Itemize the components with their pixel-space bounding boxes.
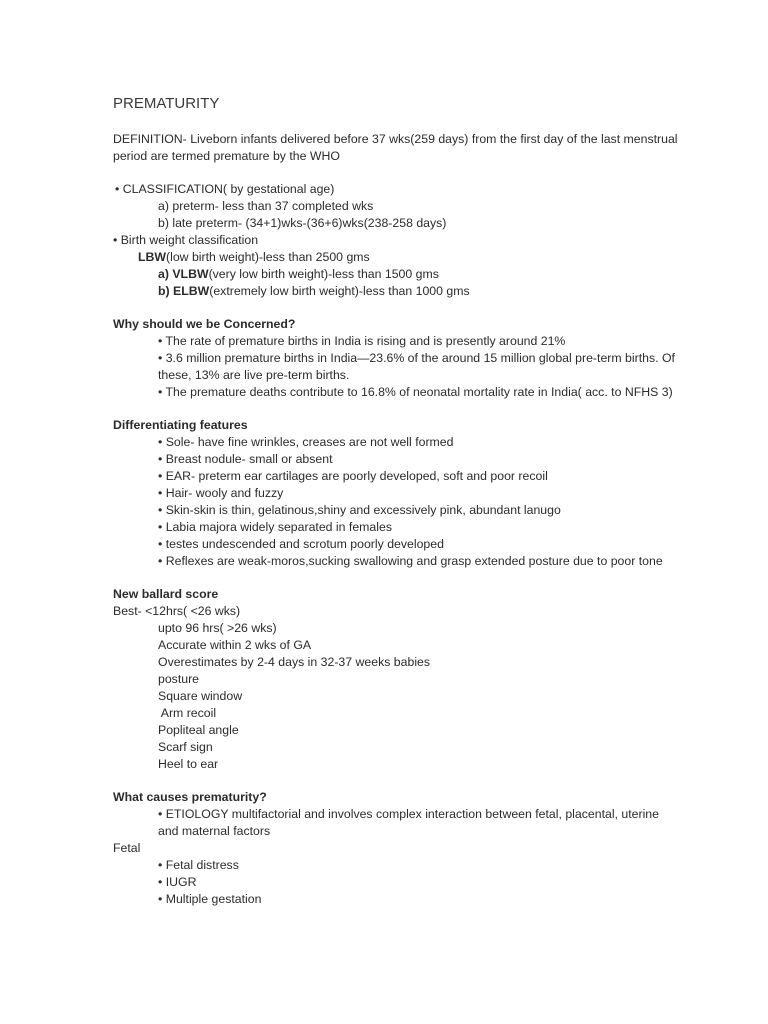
- elbw-term: b) ELBW: [158, 284, 210, 298]
- classification-heading: • CLASSIFICATION( by gestational age): [115, 182, 335, 196]
- list-item: Accurate within 2 wks of GA: [158, 638, 312, 652]
- list-item: a) preterm- less than 37 completed wks: [158, 199, 374, 213]
- list-item: • testes undescended and scrotum poorly developed: [158, 537, 444, 551]
- list-item: • 3.6 million premature births in India—23.6% of the around 15 million global pre-term births. Of these, 13% are live pre-term births.: [158, 351, 675, 382]
- etiology-text: • ETIOLOGY multifactorial and involves complex interaction between fetal, placental, uterine and maternal factors: [158, 807, 659, 838]
- list-item: upto 96 hrs( >26 wks): [158, 621, 277, 635]
- definition-text: DEFINITION- Liveborn infants delivered before 37 wks(259 days) from the first day of the last menstrual period are termed premature by the WHO: [113, 132, 678, 163]
- lbw-desc: (low birth weight)-less than 2500 gms: [166, 250, 370, 264]
- list-item: • IUGR: [158, 875, 197, 889]
- section-heading-causes: What causes prematurity?: [113, 790, 267, 804]
- list-item: • Skin-skin is thin, gelatinous,shiny and excessively pink, abundant lanugo: [158, 503, 561, 517]
- section-heading-concerned: Why should we be Concerned?: [113, 317, 296, 331]
- elbw-line: [113, 283, 693, 300]
- list-item: • Fetal distress: [158, 858, 239, 872]
- document-page: [113, 94, 693, 908]
- list-item: Scarf sign: [158, 740, 213, 754]
- list-item: Overestimates by 2-4 days in 32-37 weeks babies: [158, 655, 431, 669]
- list-item: • Hair- wooly and fuzzy: [158, 486, 284, 500]
- section-heading-ballard: New ballard score: [113, 587, 219, 601]
- list-item: b) late preterm- (34+1)wks-(36+6)wks(238-258 days): [158, 216, 447, 230]
- list-item: • Sole- have fine wrinkles, creases are not well formed: [158, 435, 454, 449]
- list-item: • Labia majora widely separated in females: [158, 520, 392, 534]
- list-item: • Multiple gestation: [158, 892, 262, 906]
- list-item: Heel to ear: [158, 757, 219, 771]
- section-heading-features: Differentiating features: [113, 418, 248, 432]
- page-title: PREMATURITY: [113, 95, 220, 112]
- list-item: Arm recoil: [158, 706, 217, 720]
- list-item: • EAR- preterm ear cartilages are poorly developed, soft and poor recoil: [158, 469, 548, 483]
- list-item: • Breast nodule- small or absent: [158, 452, 333, 466]
- list-item: Square window: [158, 689, 243, 703]
- birth-weight-heading: • Birth weight classification: [113, 233, 259, 247]
- vlbw-term: a) VLBW: [158, 267, 209, 281]
- ballard-first-line: Best- <12hrs( <26 wks): [113, 604, 241, 618]
- list-item: • The rate of premature births in India is rising and is presently around 21%: [158, 334, 566, 348]
- list-item: • Reflexes are weak-moros,sucking swallowing and grasp extended posture due to poor tone: [158, 554, 663, 568]
- vlbw-desc: (very low birth weight)-less than 1500 gms: [208, 267, 439, 281]
- list-item: posture: [158, 672, 200, 686]
- lbw-term: LBW: [138, 250, 166, 264]
- list-item: • The premature deaths contribute to 16.8% of neonatal mortality rate in India( acc. to NFHS 3): [158, 385, 673, 399]
- lbw-line: [113, 249, 693, 266]
- vlbw-line: [113, 266, 693, 283]
- fetal-label: Fetal: [113, 841, 141, 855]
- list-item: Popliteal angle: [158, 723, 239, 737]
- elbw-desc: (extremely low birth weight)-less than 1000 gms: [209, 284, 470, 298]
